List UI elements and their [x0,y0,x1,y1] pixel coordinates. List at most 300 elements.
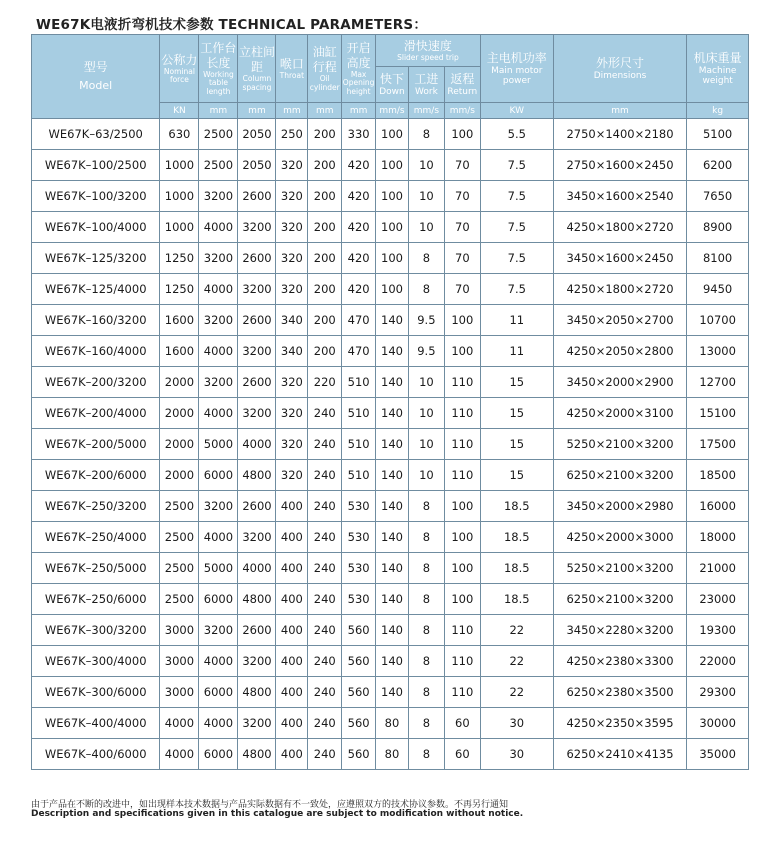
cell-oil-cylinder: 200 [308,150,342,181]
cell-return: 110 [444,646,480,677]
cell-down: 140 [376,398,409,429]
cell-opening-height: 470 [342,305,376,336]
cell-work: 8 [408,646,444,677]
cell-down: 140 [376,584,409,615]
cell-down: 100 [376,274,409,305]
cell-return: 70 [444,212,480,243]
table-row [32,212,749,243]
cell-dimensions: 2750×1600×2450 [553,150,687,181]
cell-down: 140 [376,460,409,491]
cell-work: 10 [408,460,444,491]
cell-throat: 320 [276,398,308,429]
cell-column-spacing: 3200 [238,274,276,305]
cell-return: 100 [444,522,480,553]
table-row [32,336,749,367]
cell-model: WE67K–100/3200 [32,181,160,212]
cell-column-spacing: 2600 [238,615,276,646]
cell-model: WE67K–300/6000 [32,677,160,708]
table-row [32,615,749,646]
cell-motor-power: 30 [480,739,553,770]
cell-opening-height: 530 [342,553,376,584]
cell-opening-height: 420 [342,243,376,274]
cell-down: 100 [376,243,409,274]
cell-model: WE67K–160/4000 [32,336,160,367]
cell-throat: 320 [276,181,308,212]
cell-motor-power: 18.5 [480,584,553,615]
cell-model: WE67K–160/3200 [32,305,160,336]
header-oil-cylinder: 油缸行程 Oil cylinder [308,35,342,103]
cell-force: 1000 [160,181,199,212]
cell-model: WE67K–125/3200 [32,243,160,274]
cell-motor-power: 7.5 [480,243,553,274]
cell-force: 2500 [160,553,199,584]
cell-dimensions: 5250×2100×3200 [553,429,687,460]
cell-motor-power: 7.5 [480,212,553,243]
header-model: 型号 Model [32,35,160,119]
cell-force: 3000 [160,615,199,646]
cell-opening-height: 510 [342,460,376,491]
cell-work: 8 [408,739,444,770]
header-dimensions: 外形尺寸 Dimensions [553,35,687,103]
cell-opening-height: 420 [342,150,376,181]
cell-model: WE67K–250/3200 [32,491,160,522]
cell-model: WE67K–200/5000 [32,429,160,460]
table-row [32,522,749,553]
cell-throat: 400 [276,677,308,708]
cell-table-length: 2500 [199,150,238,181]
cell-force: 2000 [160,398,199,429]
cell-oil-cylinder: 220 [308,367,342,398]
cell-opening-height: 420 [342,274,376,305]
cell-table-length: 6000 [199,677,238,708]
cell-work: 8 [408,553,444,584]
cell-weight: 17500 [687,429,749,460]
cell-oil-cylinder: 200 [308,305,342,336]
cell-motor-power: 22 [480,646,553,677]
cell-column-spacing: 3200 [238,646,276,677]
header-column-spacing: 立柱间距 Column spacing [238,35,276,103]
cell-dimensions: 6250×2100×3200 [553,584,687,615]
unit-force: KN [160,103,199,119]
cell-column-spacing: 4800 [238,677,276,708]
table-row [32,646,749,677]
cell-force: 4000 [160,739,199,770]
cell-model: WE67K–200/4000 [32,398,160,429]
cell-weight: 30000 [687,708,749,739]
cell-model: WE67K–300/3200 [32,615,160,646]
cell-return: 110 [444,677,480,708]
cell-table-length: 3200 [199,305,238,336]
cell-opening-height: 560 [342,708,376,739]
cell-table-length: 6000 [199,739,238,770]
cell-column-spacing: 3200 [238,212,276,243]
table-row [32,274,749,305]
cell-column-spacing: 4000 [238,553,276,584]
cell-down: 140 [376,615,409,646]
cell-oil-cylinder: 240 [308,584,342,615]
cell-throat: 400 [276,584,308,615]
cell-force: 3000 [160,646,199,677]
cell-force: 1000 [160,212,199,243]
table-row [32,398,749,429]
cell-dimensions: 4250×1800×2720 [553,274,687,305]
cell-work: 10 [408,398,444,429]
cell-dimensions: 2750×1400×2180 [553,119,687,150]
cell-return: 100 [444,336,480,367]
cell-opening-height: 530 [342,522,376,553]
cell-opening-height: 560 [342,646,376,677]
cell-work: 8 [408,522,444,553]
cell-down: 140 [376,305,409,336]
unit-motor-power: KW [480,103,553,119]
header-throat: 喉口 Throat [276,35,308,103]
cell-motor-power: 15 [480,429,553,460]
cell-opening-height: 470 [342,336,376,367]
cell-dimensions: 6250×2380×3500 [553,677,687,708]
cell-work: 8 [408,615,444,646]
header-slider-speed: 滑快速度 Slider speed trip [376,35,481,67]
cell-return: 60 [444,739,480,770]
cell-return: 110 [444,429,480,460]
cell-return: 110 [444,460,480,491]
cell-return: 70 [444,150,480,181]
cell-throat: 400 [276,739,308,770]
cell-weight: 18000 [687,522,749,553]
cell-return: 110 [444,367,480,398]
cell-force: 1600 [160,305,199,336]
cell-model: WE67K–400/6000 [32,739,160,770]
unit-dimensions: mm [553,103,687,119]
cell-column-spacing: 3200 [238,708,276,739]
cell-work: 9.5 [408,336,444,367]
cell-down: 140 [376,429,409,460]
cell-model: WE67K–250/4000 [32,522,160,553]
cell-table-length: 6000 [199,584,238,615]
cell-table-length: 5000 [199,429,238,460]
table-row [32,460,749,491]
cell-force: 1250 [160,243,199,274]
cell-motor-power: 15 [480,367,553,398]
cell-weight: 19300 [687,615,749,646]
cell-force: 2000 [160,429,199,460]
table-row [32,150,749,181]
cell-force: 2500 [160,491,199,522]
cell-table-length: 4000 [199,522,238,553]
cell-return: 100 [444,491,480,522]
cell-motor-power: 5.5 [480,119,553,150]
cell-work: 8 [408,584,444,615]
cell-work: 8 [408,119,444,150]
unit-return: mm/s [444,103,480,119]
cell-table-length: 6000 [199,460,238,491]
cell-dimensions: 4250×1800×2720 [553,212,687,243]
table-row [32,429,749,460]
cell-table-length: 3200 [199,491,238,522]
header-work: 工进 Work [408,67,444,103]
cell-down: 100 [376,212,409,243]
cell-column-spacing: 2600 [238,181,276,212]
cell-opening-height: 560 [342,615,376,646]
cell-table-length: 2500 [199,119,238,150]
cell-force: 3000 [160,677,199,708]
header-force: 公称力 Nominal force [160,35,199,103]
cell-opening-height: 510 [342,398,376,429]
cell-dimensions: 6250×2100×3200 [553,460,687,491]
cell-dimensions: 4250×2050×2800 [553,336,687,367]
cell-throat: 340 [276,336,308,367]
cell-weight: 5100 [687,119,749,150]
table-header [32,35,749,119]
cell-work: 8 [408,708,444,739]
cell-return: 60 [444,708,480,739]
cell-model: WE67K–300/4000 [32,646,160,677]
header-weight: 机床重量 Machine weight [687,35,749,103]
cell-weight: 29300 [687,677,749,708]
cell-model: WE67K–100/4000 [32,212,160,243]
table-row [32,305,749,336]
cell-down: 80 [376,708,409,739]
cell-throat: 400 [276,646,308,677]
cell-force: 2500 [160,584,199,615]
cell-oil-cylinder: 240 [308,460,342,491]
cell-weight: 15100 [687,398,749,429]
cell-weight: 9450 [687,274,749,305]
cell-opening-height: 420 [342,181,376,212]
cell-oil-cylinder: 240 [308,646,342,677]
cell-down: 140 [376,367,409,398]
cell-dimensions: 4250×2350×3595 [553,708,687,739]
cell-work: 10 [408,181,444,212]
cell-weight: 16000 [687,491,749,522]
cell-model: WE67K–250/6000 [32,584,160,615]
cell-weight: 23000 [687,584,749,615]
cell-oil-cylinder: 200 [308,181,342,212]
cell-dimensions: 4250×2000×3100 [553,398,687,429]
cell-throat: 320 [276,243,308,274]
cell-dimensions: 4250×2380×3300 [553,646,687,677]
cell-motor-power: 7.5 [480,181,553,212]
cell-motor-power: 30 [480,708,553,739]
cell-throat: 400 [276,491,308,522]
cell-motor-power: 7.5 [480,150,553,181]
cell-oil-cylinder: 200 [308,274,342,305]
cell-dimensions: 3450×2280×3200 [553,615,687,646]
cell-oil-cylinder: 240 [308,491,342,522]
table-row [32,367,749,398]
cell-model: WE67K–200/3200 [32,367,160,398]
cell-work: 10 [408,429,444,460]
cell-table-length: 3200 [199,181,238,212]
table-row [32,677,749,708]
cell-throat: 400 [276,615,308,646]
cell-work: 8 [408,274,444,305]
cell-down: 140 [376,491,409,522]
cell-throat: 320 [276,460,308,491]
cell-throat: 340 [276,305,308,336]
cell-weight: 21000 [687,553,749,584]
cell-work: 10 [408,150,444,181]
cell-motor-power: 11 [480,305,553,336]
cell-throat: 400 [276,708,308,739]
header-down: 快下 Down [376,67,409,103]
cell-dimensions: 3450×2050×2700 [553,305,687,336]
cell-oil-cylinder: 200 [308,336,342,367]
cell-weight: 18500 [687,460,749,491]
cell-return: 70 [444,274,480,305]
cell-column-spacing: 4800 [238,584,276,615]
cell-down: 100 [376,150,409,181]
cell-model: WE67K–100/2500 [32,150,160,181]
unit-weight: kg [687,103,749,119]
cell-column-spacing: 2600 [238,491,276,522]
cell-table-length: 4000 [199,708,238,739]
cell-column-spacing: 2050 [238,119,276,150]
cell-column-spacing: 4000 [238,429,276,460]
table-row [32,119,749,150]
cell-force: 2000 [160,460,199,491]
cell-model: WE67K–250/5000 [32,553,160,584]
cell-oil-cylinder: 240 [308,553,342,584]
cell-dimensions: 3450×2000×2900 [553,367,687,398]
cell-oil-cylinder: 240 [308,677,342,708]
cell-dimensions: 3450×1600×2540 [553,181,687,212]
cell-weight: 22000 [687,646,749,677]
cell-work: 8 [408,677,444,708]
cell-model: WE67K–63/2500 [32,119,160,150]
cell-dimensions: 3450×1600×2450 [553,243,687,274]
cell-work: 8 [408,243,444,274]
cell-opening-height: 510 [342,429,376,460]
cell-throat: 320 [276,212,308,243]
cell-table-length: 4000 [199,646,238,677]
cell-motor-power: 18.5 [480,522,553,553]
table-row [32,181,749,212]
cell-column-spacing: 2600 [238,367,276,398]
cell-table-length: 3200 [199,615,238,646]
cell-weight: 8100 [687,243,749,274]
cell-dimensions: 4250×2000×3000 [553,522,687,553]
cell-oil-cylinder: 240 [308,522,342,553]
cell-oil-cylinder: 200 [308,243,342,274]
cell-motor-power: 22 [480,677,553,708]
cell-force: 630 [160,119,199,150]
cell-oil-cylinder: 240 [308,398,342,429]
cell-throat: 320 [276,150,308,181]
page-title: WE67K电液折弯机技术参数 TECHNICAL PARAMETERS： [36,17,428,33]
cell-column-spacing: 4800 [238,460,276,491]
cell-motor-power: 18.5 [480,553,553,584]
header-opening-height: 开启高度 Max Opening height [342,35,376,103]
header-table-length: 工作台长度 Working table length [199,35,238,103]
cell-motor-power: 15 [480,460,553,491]
cell-table-length: 3200 [199,243,238,274]
cell-return: 100 [444,553,480,584]
cell-throat: 400 [276,553,308,584]
unit-throat: mm [276,103,308,119]
parameters-table [31,34,749,770]
header-motor-power: 主电机功率 Main motor power [480,35,553,103]
cell-work: 8 [408,491,444,522]
cell-column-spacing: 3200 [238,336,276,367]
unit-table-length: mm [199,103,238,119]
cell-model: WE67K–200/6000 [32,460,160,491]
cell-return: 100 [444,305,480,336]
cell-oil-cylinder: 240 [308,708,342,739]
cell-down: 100 [376,181,409,212]
cell-throat: 320 [276,367,308,398]
footer-note-en: Description and specifications given in this catalogue are subject to modification without notice. [31,809,524,819]
cell-weight: 6200 [687,150,749,181]
unit-oil-cylinder: mm [308,103,342,119]
cell-column-spacing: 2600 [238,243,276,274]
unit-down: mm/s [376,103,409,119]
cell-return: 110 [444,398,480,429]
cell-weight: 12700 [687,367,749,398]
unit-opening-height: mm [342,103,376,119]
cell-motor-power: 18.5 [480,491,553,522]
cell-throat: 320 [276,274,308,305]
unit-column-spacing: mm [238,103,276,119]
cell-oil-cylinder: 240 [308,615,342,646]
cell-return: 100 [444,119,480,150]
cell-return: 70 [444,243,480,274]
table-row [32,491,749,522]
cell-throat: 320 [276,429,308,460]
cell-dimensions: 3450×2000×2980 [553,491,687,522]
table-row [32,708,749,739]
cell-weight: 10700 [687,305,749,336]
cell-motor-power: 7.5 [480,274,553,305]
cell-opening-height: 530 [342,491,376,522]
cell-dimensions: 5250×2100×3200 [553,553,687,584]
cell-oil-cylinder: 200 [308,212,342,243]
cell-throat: 250 [276,119,308,150]
cell-dimensions: 6250×2410×4135 [553,739,687,770]
cell-table-length: 5000 [199,553,238,584]
cell-oil-cylinder: 240 [308,429,342,460]
cell-table-length: 3200 [199,367,238,398]
cell-weight: 7650 [687,181,749,212]
cell-return: 110 [444,615,480,646]
cell-oil-cylinder: 240 [308,739,342,770]
cell-force: 1600 [160,336,199,367]
cell-down: 140 [376,677,409,708]
cell-opening-height: 560 [342,677,376,708]
cell-motor-power: 22 [480,615,553,646]
cell-down: 140 [376,336,409,367]
cell-motor-power: 15 [480,398,553,429]
cell-force: 2500 [160,522,199,553]
cell-table-length: 4000 [199,398,238,429]
cell-force: 2000 [160,367,199,398]
cell-return: 100 [444,584,480,615]
cell-motor-power: 11 [480,336,553,367]
cell-column-spacing: 4800 [238,739,276,770]
unit-work: mm/s [408,103,444,119]
cell-table-length: 4000 [199,274,238,305]
cell-work: 10 [408,367,444,398]
cell-model: WE67K–400/4000 [32,708,160,739]
cell-oil-cylinder: 200 [308,119,342,150]
cell-column-spacing: 2600 [238,305,276,336]
table-row [32,584,749,615]
cell-column-spacing: 2050 [238,150,276,181]
cell-work: 10 [408,212,444,243]
cell-down: 140 [376,522,409,553]
cell-work: 9.5 [408,305,444,336]
table-row [32,243,749,274]
cell-model: WE67K–125/4000 [32,274,160,305]
